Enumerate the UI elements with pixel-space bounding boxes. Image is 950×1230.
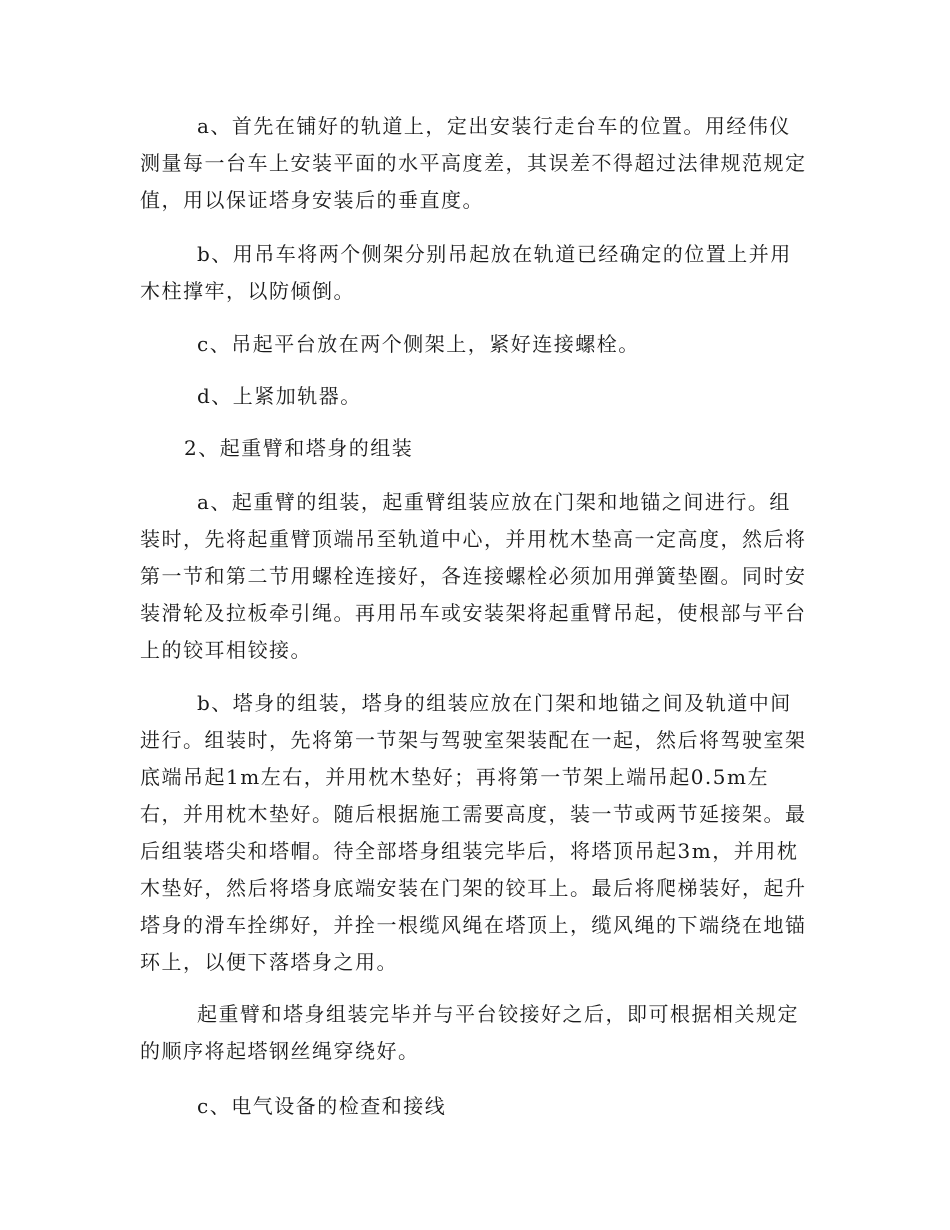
paragraph-a-boom-assembly: a、起重臂的组装，起重臂组装应放在门架和地锚之间进行。组装时，先将起重臂顶端吊至轨道中心，并用枕木垫高一定高度，然后将第一节和第二节用螺栓连接好，各连接螺栓必须加用弹簧垫圈。同时安装滑轮及拉板牵引绳。再用吊车或安装架将起重臂吊起，使根部与平台上的铰耳相铰接。 — [140, 490, 807, 662]
section-heading-boom-and-tower: 2、起重臂和塔身的组装 — [184, 436, 414, 460]
paragraph-d-rail-clamp: d、上紧加轨器。 — [197, 384, 362, 408]
paragraph-c-electrical-check: c、电气设备的检查和接线 — [197, 1094, 447, 1118]
paragraph-c-platform: c、吊起平台放在两个侧架上，紧好连接螺栓。 — [197, 332, 640, 356]
paragraph-b-side-frames: b、用吊车将两个侧架分别吊起放在轨道已经确定的位置上并用木柱撑牢，以防倾倒。 — [140, 242, 792, 303]
paragraph-b-tower-assembly: b、塔身的组装，塔身的组装应放在门架和地锚之间及轨道中间进行。组装时，先将第一节架与驾驶室架装配在一起，然后将驾驶室架底端吊起1m左右，并用枕木垫好；再将第一节架上端吊起0.5m左右，并用枕木垫好。随后根据施工需要高度，装一节或两节延接架。最后组装塔尖和塔帽。待全部塔身组装完毕后，将塔顶吊起3m，并用枕木垫好，然后将塔身底端安装在门架的铰耳上。最后将爬梯装好，起升塔身的滑车拴绑好，并拴一根缆风绳在塔顶上，缆风绳的下端绕在地锚环上，以便下落塔身之用。 — [140, 691, 807, 974]
paragraph-wire-rope-reeving: 起重臂和塔身组装完毕并与平台铰接好之后，即可根据相关规定的顺序将起塔钢丝绳穿绕好。 — [140, 1002, 799, 1063]
paragraph-a-track-setup: a、首先在铺好的轨道上，定出安装行走台车的位置。用经伟仪测量每一台车上安装平面的水平高度差，其误差不得超过法律规范规定值，用以保证塔身安装后的垂直度。 — [140, 114, 807, 212]
